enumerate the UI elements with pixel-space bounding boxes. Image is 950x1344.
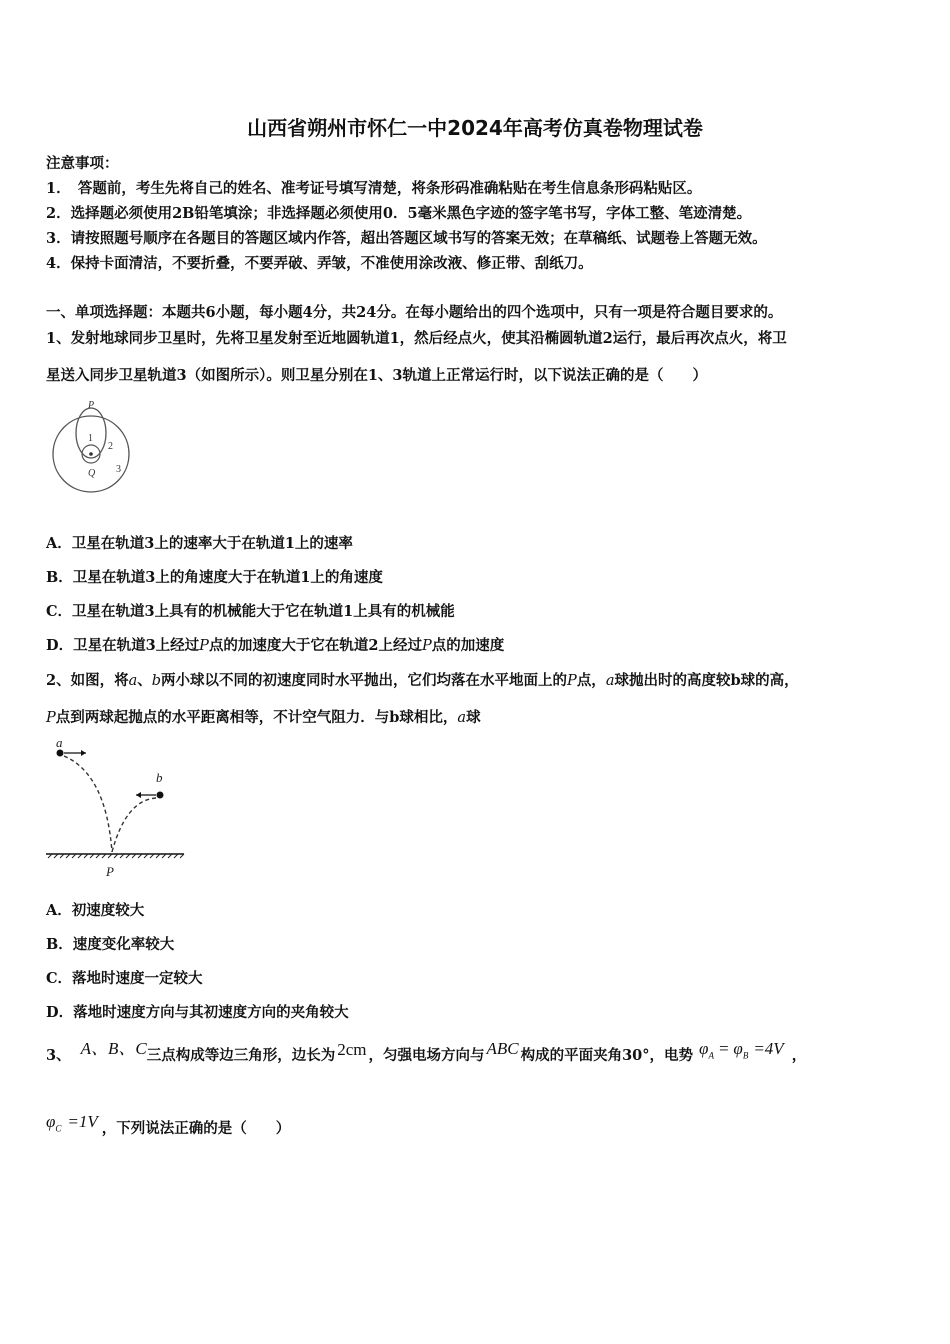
trajectory-b [112,798,156,852]
section-heading: 一、单项选择题：本题共6小题，每小题4分，共24分。在每小题给出的四个选项中，只有一项是符合题目要求的。 [46,304,783,321]
q3-points: A、B、C [80,1039,147,1058]
notice-item-4: 4．保持卡面清洁，不要折叠，不要弄破、弄皱，不准使用涂改液、修正带、刮纸刀。 [46,255,593,272]
q2-text-6: 球 [466,709,481,726]
q3-phi-ab [699,1039,784,1061]
q2-a3: a [457,710,467,726]
q1-option-c: C．卫星在轨道3上具有的机械能大于它在轨道1上具有的机械能 [46,603,455,620]
q1-stem-line2: 星送入同步卫星轨道3（如图所示）。则卫星分别在1、3轨道上正常运行时，以下说法正确的是（ ） [46,367,708,384]
q1-option-d [46,634,504,655]
notice-item-3: 3．请按照题号顺序在各题目的答题区域内作答，超出答题区域书写的答案无效；在草稿纸、试题卷上答题无效。 [46,230,767,247]
trajectory-a [64,756,112,852]
q1-option-d-post: 点的加速度 [431,637,505,654]
q1-stem-line1: 1、发射地球同步卫星时，先将卫星发射至近地圆轨道1，然后经点火，使其沿椭圆轨道2运行，最后再次点火，将卫 [46,330,787,347]
earth-dot [89,452,93,456]
phi-a: φ [699,1039,709,1058]
q3-stem-line2 [46,1112,291,1139]
q2-stem-line2 [46,706,481,727]
q3-phi-c [46,1112,98,1134]
q2-option-a: A．初速度较大 [46,902,145,919]
q3-number: 3、 [46,1047,71,1064]
phi-c-sub: C [55,1123,62,1134]
ball-b [157,792,164,799]
q1-option-a: A．卫星在轨道3上的速率大于在轨道1上的速率 [46,535,353,552]
q2-stem-line1 [46,669,799,690]
q2-sep: 、 [137,672,152,689]
notice-heading: 注意事项： [46,155,119,172]
label-1: 1 [88,433,93,444]
phi-b-sub: B [742,1050,749,1061]
q1-option-d-p2: P [422,638,432,654]
q2-a: a [128,673,138,689]
label-2: 2 [108,441,113,452]
phi-c-value: =1V [67,1112,98,1131]
ball-a [57,750,64,757]
q3-text-3: 构成的平面夹角30°，电势 [520,1047,694,1064]
orbit-diagram [50,396,140,501]
q2-text-1: 2、如图，将 [46,672,129,689]
q2-option-c: C．落地时速度一定较大 [46,970,203,987]
notice-item-2: 2．选择题必须使用2B铅笔填涂；非选择题必须使用0．5毫米黑色字迹的签字笔书写，字体工整、笔迹清楚。 [46,205,752,222]
q2-P: P [567,673,577,689]
label-P: P [88,400,95,411]
phi-ab-value: =4V [753,1039,784,1058]
arrow-a-head [81,750,86,756]
q2-P2: P [46,710,56,726]
phi-b: φ [733,1039,743,1058]
q2-option-b: B．速度变化率较大 [46,936,175,953]
label-3: 3 [116,464,121,475]
q2-text-2: 两小球以不同的初速度同时水平抛出，它们均落在水平地面上的 [161,672,568,689]
phi-a-sub: A [708,1050,714,1061]
projectile-diagram [44,734,189,884]
q2-option-d: D．落地时速度方向与其初速度方向的夹角较大 [46,1004,349,1021]
q2-text-4: 球抛出时的高度较b球的高， [614,672,799,689]
label-a: a [56,735,63,750]
q1-option-d-p1: P [199,638,209,654]
phi-c: φ [46,1112,56,1131]
label-P-ground: P [106,864,114,879]
label-b: b [156,770,163,785]
page-title: 山西省朔州市怀仁一中2024年高考仿真卷物理试卷 [247,116,703,140]
q3-text-1: 三点构成等边三角形，边长为 [146,1047,336,1064]
q1-option-d-mid: 点的加速度大于它在轨道2上经过 [208,637,423,654]
label-Q: Q [88,468,96,479]
q3-text-2: ，匀强电场方向与 [368,1047,485,1064]
q2-text-3: 点， [576,672,606,689]
q1-option-d-pre: D．卫星在轨道3上经过 [46,637,200,654]
q3-stem-line1 [46,1040,806,1066]
notice-item-1: 1． 答题前，考生先将自己的姓名、准考证号填写清楚，将条形码准确粘贴在考生信息条形码粘贴区。 [46,180,702,197]
q2-text-5: 点到两球起抛点的水平距离相等，不计空气阻力．与b球相比， [55,709,458,726]
q2-b: b [151,673,162,689]
q3-text-4: ，下列说法正确的是（ ） [101,1120,291,1137]
q2-a2: a [605,673,615,689]
q3-length: 2cm [337,1040,367,1059]
q3-abc: ABC [486,1039,519,1058]
arrow-b-head [136,792,141,798]
eq-sign: = [717,1039,730,1058]
q3-comma: ， [791,1047,807,1064]
q1-option-b: B．卫星在轨道3上的角速度大于在轨道1上的角速度 [46,569,383,586]
